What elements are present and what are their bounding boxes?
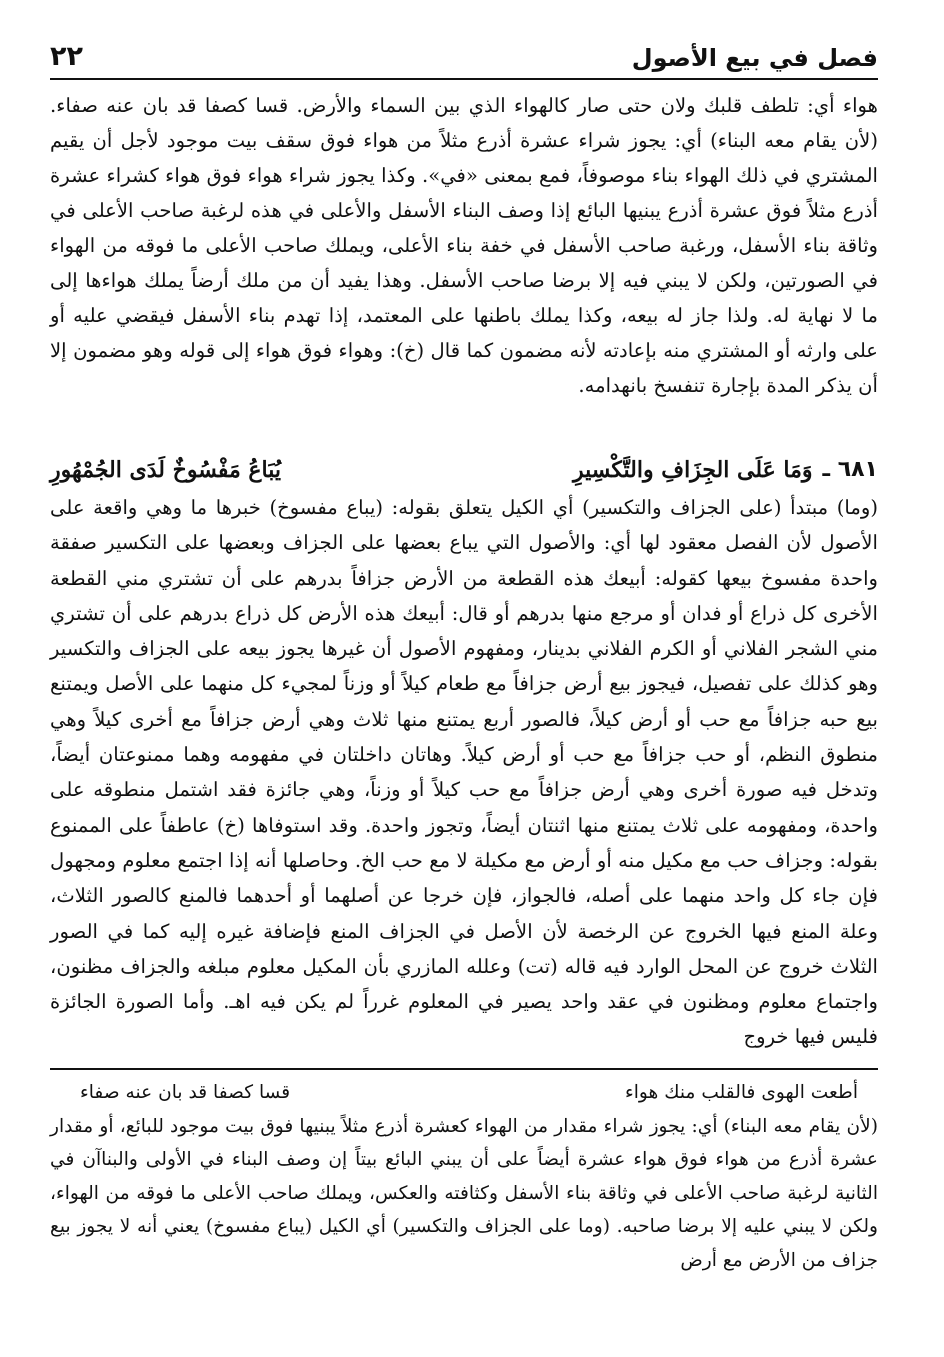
footnote-verse-second: قسا كصفا قد بان عنه صفاء [80, 1082, 291, 1103]
footnote-paragraph: (لأن يقام معه البناء) أي: يجوز شراء مقدار من الهواء كعشرة أذرع مثلاً يبنيها فوق بيت موجود للبائع، أو مقدار عشرة أذرع من هواء فوق هواء عشرة أيضاً على أن يبني البائع بيتاً إن وصف البناء في الأولى والبناآن في الثانية لرغبة صاحب الأعلى في وثاقة بناء الأسفل وكثافته والعكس، ويملك صاحب الأعلى ما فوقه من الهواء، ولكن لا يبني عليه إلا برضا صاحبه. (وما على الجزاف والتكسير) أي الكيل (يباع مفسوخ) يعني أنه لا يجوز بيع جزاف من الأرض مع أرض [50, 1115, 878, 1271]
footnote-separator [50, 1068, 878, 1070]
page-header [50, 28, 878, 80]
footnote-verse-first: أطعت الهوى فالقلب منك هواء [625, 1082, 858, 1103]
poem-verse [50, 452, 878, 488]
verse-number: ٦٨١ ـ [822, 457, 878, 482]
footnote-verse [50, 1076, 878, 1110]
main-text [50, 88, 878, 403]
page-number: ٢٢ [50, 41, 83, 72]
body-paragraph: هواء أي: تلطف قلبك ولان حتى صار كالهواء الذي بين السماء والأرض. قسا كصفا قد بان عنه صفاء. (لأن يقام معه البناء) أي: يجوز شراء عشرة أذرع مثلاً من هواء فوق سقف بيت موجود لأجل أن يقيم المشتري في ذلك الهواء بناء موصوفاً، فمع بمعنى «في». وكذا يجوز شراء هواء فوق هواء كشراء عشرة أذرع مثلاً فوق عشرة أذرع يبنيها البائع إذا وصف البناء الأسفل والأعلى في هذه لرغبة صاحب الأعلى في وثاقة بناء الأسفل، ورغبة صاحب الأسفل في خفة بناء الأعلى، ويملك صاحب الأعلى ما فوقه من الهواء في الصورتين، ولكن لا يبني فيه إلا برضا صاحب الأسفل. وهذا يفيد أن من ملك أرضاً يملك هواءها إلى ما لا نهاية له. ولذا جاز له بيعه، وكذا يملك باطنها على المعتمد، إذا تهدم بناء الأسفل فيقضي عليه أو على وارثه أو المشتري منه بإعادته لأنه مضمون كما قال (خ): وهواء فوق هواء إلى قوله وهو مضمون إلا أن يذكر المدة بإجارة تنفسخ بانهدامه. [50, 94, 878, 397]
running-title: فصل في بيع الأصول [631, 44, 878, 72]
verse-second-hemistich: يُبَاعُ مَفْسُوخٌ لَدَى الجُمْهُورِ [49, 457, 281, 483]
commentary-text [50, 490, 878, 1055]
footnotes [50, 1076, 878, 1277]
commentary-paragraph: (وما) مبتدأ (على الجزاف والتكسير) أي الكيل يتعلق بقوله: (يباع مفسوخ) خبرها ما وهي واقعة على الأصول لأن الفصل معقود لها أي: والأصول التي يباع بعضها على الجزاف وبعضها على التكسير صفقة واحدة مفسوخ بيعها كقوله: أبيعك هذه القطعة من الأرض جزافاً بدرهم على أن تشتري مني القطعة الأخرى كل ذراع أو فدان أو مرجع منها بدرهم أو قال: أبيعك هذه الأرض كل ذراع بدرهم على أن تشتري مني الشجر الفلاني أو الكرم الفلاني بدينار، ومفهوم الأصول أن غيرها يجوز بيعه على الجزاف والتكسير وهو كذلك على تفصيل، فيجوز بيع أرض جزافاً مع طعام كيلاً أو وزناً لمجيء كل منهما على الأصل ويمتنع بيع حبه جزافاً مع حب أو أرض كيلاً، فالصور أربع يمتنع منها ثلاث وهي أرض جزافاً مع أخرى كيلاً وهي منطوق النظم، أو حب جزافاً مع حب أو أرض كيلاً. وهاتان داخلتان في مفهومه وهما ممنوعتان أيضاً، وتدخل فيه صورة أخرى وهي أرض جزافاً مع حب كيلاً أو وزناً، وهي جائزة فقد اشتمل منطوقه على واحدة، ومفهومه على ثلاث يمتنع منها اثنتان أيضاً، وتجوز واحدة. وقد استوفاها (خ) عاطفاً على الممنوع بقوله: وجزاف حب مع مكيل منه أو أرض مع مكيلة لا مع حب الخ. وحاصلها أنه إذا اجتمع معلوم ومجهول فإن جاء كل واحد منهما على أصله، فالجواز، فإن خرجا عن أصلهما أو أحدهما فالمنع كالصور الثلاث، وعلة المنع فيها الخروج عن الرخصة لأن الأصل في الجزاف المنع فإضافة غيره إليه كما في الصور الثلاث خروج عن المحل الوارد فيه قاله (تت) وعلله المازري بأن المكيل معلوم مبلغه والجزاف مظنون، واجتماع معلوم ومظنون في عقد واحد يصير في المعلوم غرراً لم يكن فيه اهـ. وأما الصورة الجائزة فليس فيها خروج [50, 496, 878, 1049]
verse-first-hemistich: وَمَا عَلَى الجِزَافِ والتَّكْسِيرِ [572, 457, 813, 483]
